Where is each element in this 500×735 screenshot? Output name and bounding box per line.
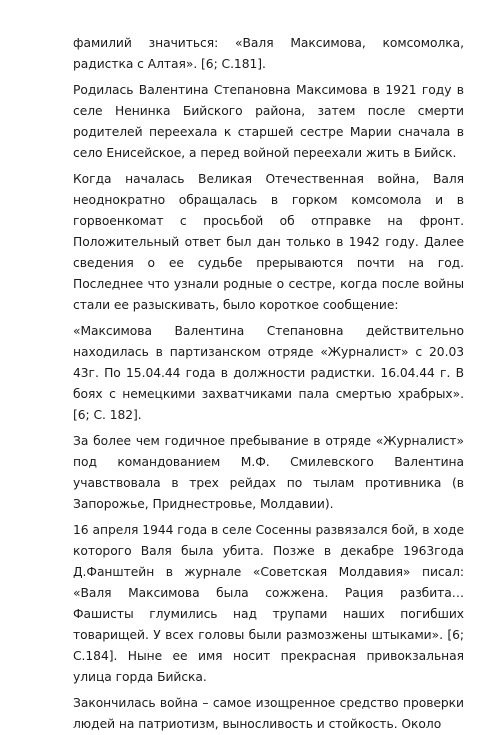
paragraph-5: За более чем годичное пребывание в отряде «Журналист» под командованием М.Ф. Смилевского Валентина учавствовала в трех рейдах по тылам противника (в Запорожье, Приднестровье, Молдавии). (73, 434, 464, 511)
paragraph-6: 16 апреля 1944 года в селе Сосенны развязался бой, в ходе которого Валя была убита. Позже в декабре 1963года Д.Фанштейн в журнале «Советская Молдавия» писал: «Валя Максимова была сожжена. Рация разбита… Фашисты глумились над трупами наших погибших товарищей. У всех головы были размозжены штыками». [6; С.184]. Ныне ее имя носит прекрасная привокзальная улица горда Бийска. (73, 523, 464, 684)
paragraph-3: Когда началась Великая Отечественная война, Валя неоднократно обращалась в горком комсомола и в горвоенкомат с просьбой об отправке на фронт. Положительный ответ был дан только в 1942 году. Далее сведения о ее судьбе прерываются почти на год. Последнее что узнали родные о сестре, когда после войны стали ее разыскивать, было короткое сообщение: (73, 172, 464, 312)
paragraph-4: «Максимова Валентина Степановна действительно находилась в партизанском отряде «Журналист» с 20.03 43г. По 15.04.44 года в должности радистки. 16.04.44 г. В боях с немецкими захватчиками пала смертью храбрых». [6; С. 182]. (73, 324, 464, 422)
paragraph-1: фамилий значиться: «Валя Максимова, комсомолка, радистка с Алтая». [6; С.181]. (73, 36, 464, 71)
paragraph-7: Закончилась война – самое изощренное средство проверки людей на патриотизм, выносливость и стойкость. Около (73, 696, 464, 731)
paragraph-2: Родилась Валентина Степановна Максимова в 1921 году в селе Ненинка Бийского района, затем после смерти родителей переехала к старшей сестре Марии сначала в село Енисейское, а перед войной переехали жить в Бийск. (73, 83, 464, 160)
document-body (73, 33, 464, 735)
